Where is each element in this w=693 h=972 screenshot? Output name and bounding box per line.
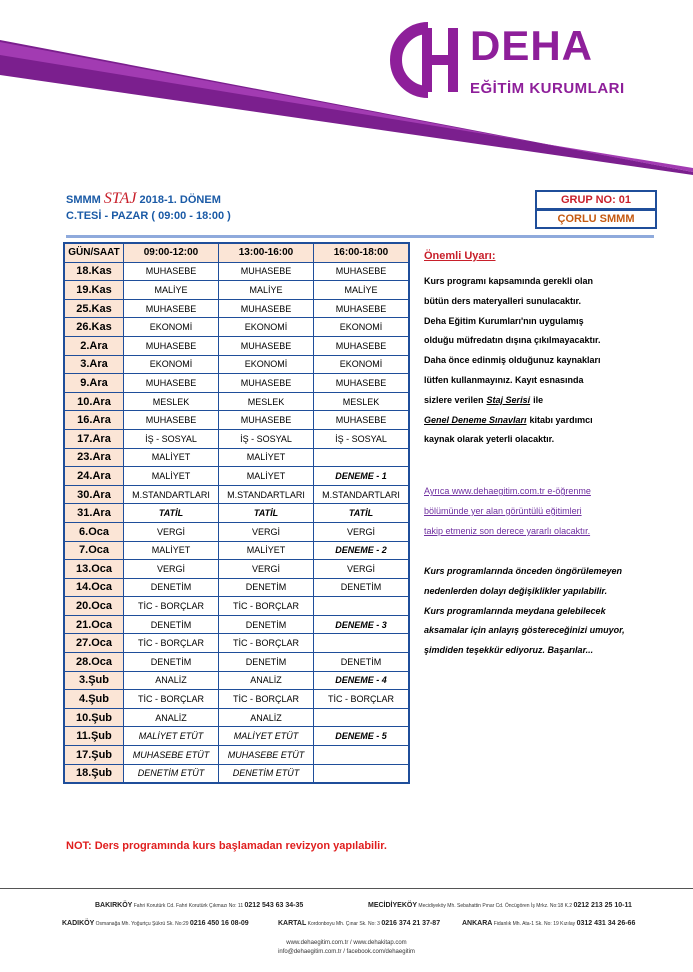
course-cell <box>314 708 410 727</box>
day-cell: 23.Ara <box>64 448 124 467</box>
course-cell: MALİYET ETÜT <box>219 727 314 746</box>
course-cell: MUHASEBE <box>314 336 410 355</box>
day-cell: 18.Kas <box>64 262 124 281</box>
table-row <box>64 541 409 560</box>
course-cell: MALİYET <box>124 541 219 560</box>
warning-text-span: Kurs programı kapsamında gerekli olan <box>424 276 594 286</box>
day-cell: 26.Kas <box>64 318 124 337</box>
staj-serisi-link[interactable]: Staj Serisi <box>486 394 531 405</box>
course-cell: MUHASEBE ETÜT <box>219 746 314 765</box>
course-cell: VERGİ <box>219 522 314 541</box>
day-cell: 3.Şub <box>64 671 124 690</box>
day-cell: 31.Ara <box>64 504 124 523</box>
course-cell: MUHASEBE <box>124 299 219 318</box>
table-row <box>64 281 409 300</box>
warning-line <box>424 355 604 365</box>
course-cell: DENETİM <box>124 578 219 597</box>
course-cell: DENEME - 5 <box>314 727 410 746</box>
table-row <box>64 615 409 634</box>
course-cell: MALİYET <box>219 448 314 467</box>
course-cell: MALİYE <box>314 281 410 300</box>
warning-text-span: sizlere verilen <box>424 394 484 405</box>
course-cell: EKONOMİ <box>124 355 219 374</box>
course-cell: TİC - BORÇLAR <box>219 634 314 653</box>
program-staj: STAJ <box>103 190 137 207</box>
header-time-slot: 09:00-12:00 <box>124 243 219 262</box>
course-cell: ANALİZ <box>219 671 314 690</box>
deha-logo-icon <box>388 22 464 98</box>
branch-phone: 0216 450 16 08-09 <box>189 920 249 927</box>
day-cell: 6.Oca <box>64 522 124 541</box>
course-cell: M.STANDARTLARI <box>219 485 314 504</box>
table-row <box>64 746 409 765</box>
course-cell: İŞ - SOSYAL <box>124 429 219 448</box>
warning-line <box>424 606 609 616</box>
header-time-slot: 16:00-18:00 <box>314 243 410 262</box>
course-cell: TİC - BORÇLAR <box>219 597 314 616</box>
course-cell: ANALİZ <box>219 708 314 727</box>
promo-link[interactable]: bölümünde yer alan görüntülü eğitimleri <box>424 506 582 516</box>
course-cell: MALİYET <box>219 467 314 486</box>
branch-phone: 0212 213 25 10-11 <box>573 902 632 909</box>
promo-link[interactable]: takip etmeniz son derece yararlı olacaktır. <box>424 526 591 536</box>
warning-text-span: Kurs programlarında önceden öngörülemeyen <box>424 566 623 576</box>
table-row <box>64 653 409 672</box>
table-row <box>64 448 409 467</box>
course-cell: İŞ - SOSYAL <box>219 429 314 448</box>
course-cell: MESLEK <box>314 392 410 411</box>
day-cell: 17.Şub <box>64 746 124 765</box>
warning-line <box>424 434 557 444</box>
warning-line <box>424 375 587 385</box>
day-cell: 21.Oca <box>64 615 124 634</box>
warning-text-span: ile <box>533 394 544 405</box>
course-cell: DENEME - 4 <box>314 671 410 690</box>
course-cell <box>314 448 410 467</box>
table-row <box>64 318 409 337</box>
day-cell: 30.Ara <box>64 485 124 504</box>
branch-address: Osmanağa Mh. Yoğurtçu Şükrü Sk. No:29 <box>95 921 189 927</box>
course-cell: TİC - BORÇLAR <box>124 690 219 709</box>
course-cell <box>314 746 410 765</box>
course-cell: VERGİ <box>314 522 410 541</box>
course-cell: DENEME - 1 <box>314 467 410 486</box>
footer-divider <box>0 888 693 889</box>
header-day-slot: GÜN/SAAT <box>64 243 124 262</box>
warning-text-span: bütün ders materyalleri sunulacaktır. <box>424 295 582 306</box>
table-row <box>64 708 409 727</box>
table-row <box>64 467 409 486</box>
day-cell: 3.Ara <box>64 355 124 374</box>
branch-name: KADIKÖY <box>62 920 95 927</box>
course-cell: EKONOMİ <box>124 318 219 337</box>
table-row <box>64 560 409 579</box>
table-row <box>64 374 409 393</box>
warning-line <box>424 625 628 635</box>
course-cell: VERGİ <box>124 522 219 541</box>
course-cell <box>314 597 410 616</box>
warning-line <box>424 335 604 345</box>
course-cell: DENEME - 2 <box>314 541 410 560</box>
branch-phone: 0216 374 21 37-87 <box>381 920 441 927</box>
table-row <box>64 671 409 690</box>
course-cell: DENETİM <box>219 653 314 672</box>
warning-text-span: nedenlerden dolayı değişiklikler yapılabilir. <box>424 585 608 596</box>
course-cell: MUHASEBE <box>219 262 314 281</box>
warning-line <box>424 415 596 425</box>
course-cell: MUHASEBE <box>124 411 219 430</box>
branch-box: ÇORLU SMMM <box>535 209 657 229</box>
warning-text-span: lütfen kullanmayınız. Kayıt esnasında <box>424 375 584 385</box>
day-cell: 16.Ara <box>64 411 124 430</box>
course-cell: DENETİM ETÜT <box>124 764 219 783</box>
table-row <box>64 411 409 430</box>
day-cell: 25.Kas <box>64 299 124 318</box>
warning-line <box>424 395 546 405</box>
course-cell: VERGİ <box>124 560 219 579</box>
warning-text-span: kaynak olarak yeterli olacaktır. <box>424 434 555 445</box>
day-cell: 28.Oca <box>64 653 124 672</box>
footer-ankara <box>462 920 635 927</box>
program-term: 2018-1. DÖNEM <box>139 194 221 206</box>
table-row <box>64 727 409 746</box>
branch-address: Fidanlık Mh. Ata-1 Sk. No: 19 Kızılay <box>493 921 576 927</box>
course-cell: MALİYE <box>219 281 314 300</box>
warning-text-span: Kurs programlarında meydana gelebilecek <box>424 605 606 616</box>
footer-social[interactable]: info@dehaegitim.com.tr / facebook.com/dehaegitim <box>278 949 415 955</box>
day-cell: 17.Ara <box>64 429 124 448</box>
branch-address: Mecidiyeköy Mh. Sebahattin Pınar Cd. Öncügören İş Mrkz. No:18 K.2 <box>418 903 573 909</box>
course-cell: DENETİM <box>124 653 219 672</box>
table-row <box>64 392 409 411</box>
course-cell: MUHASEBE <box>314 411 410 430</box>
course-cell: DENETİM <box>314 653 410 672</box>
course-cell: EKONOMİ <box>314 355 410 374</box>
day-cell: 4.Şub <box>64 690 124 709</box>
course-cell: MUHASEBE <box>124 374 219 393</box>
course-cell: TİC - BORÇLAR <box>219 690 314 709</box>
branch-phone: 0312 431 34 26-66 <box>576 920 636 927</box>
course-cell <box>314 764 410 783</box>
warning-line <box>424 486 594 496</box>
warning-line <box>424 276 596 286</box>
day-cell: 7.Oca <box>64 541 124 560</box>
schedule-table <box>63 242 410 784</box>
warning-line <box>424 526 593 536</box>
warning-text-span: kitabı yardımcı <box>529 414 593 425</box>
course-cell: MUHASEBE <box>219 336 314 355</box>
warning-line <box>424 316 587 326</box>
course-cell: MUHASEBE <box>124 262 219 281</box>
revision-note: NOT: Ders programında kurs başlamadan revizyon yapılabilir. <box>66 840 387 852</box>
course-cell: MESLEK <box>219 392 314 411</box>
day-cell: 20.Oca <box>64 597 124 616</box>
brand-name: DEHA <box>470 22 594 69</box>
course-cell: TİC - BORÇLAR <box>314 690 410 709</box>
course-cell: MALİYET <box>124 467 219 486</box>
genel-deneme-link[interactable]: Genel Deneme Sınavları <box>424 414 527 425</box>
course-cell: MUHASEBE <box>314 262 410 281</box>
day-cell: 13.Oca <box>64 560 124 579</box>
table-row <box>64 634 409 653</box>
branch-name: KARTAL <box>278 920 307 927</box>
branch-name: ANKARA <box>462 920 493 927</box>
day-cell: 11.Şub <box>64 727 124 746</box>
course-cell: DENETİM <box>124 615 219 634</box>
footer-kadikoy <box>62 920 249 927</box>
day-cell: 2.Ara <box>64 336 124 355</box>
warning-line <box>424 645 596 655</box>
day-cell: 18.Şub <box>64 764 124 783</box>
warning-line <box>424 506 585 516</box>
table-row <box>64 485 409 504</box>
table-row <box>64 299 409 318</box>
course-cell: MUHASEBE <box>219 299 314 318</box>
course-cell: EKONOMİ <box>314 318 410 337</box>
course-cell: DENETİM ETÜT <box>219 764 314 783</box>
branch-name: MECİDİYEKÖY <box>368 902 418 909</box>
footer-bakirkoy <box>95 902 303 909</box>
program-prefix: SMMM <box>66 194 101 206</box>
table-row <box>64 429 409 448</box>
course-cell: DENETİM <box>219 578 314 597</box>
footer-mecidiyekoy <box>368 902 632 909</box>
warning-line <box>424 566 625 576</box>
course-cell: TİC - BORÇLAR <box>124 597 219 616</box>
program-schedule: C.TESİ - PAZAR ( 09:00 - 18:00 ) <box>66 210 231 222</box>
warning-text-span: Daha önce edinmiş olduğunuz kaynakları <box>424 355 601 366</box>
header-divider <box>66 235 654 238</box>
course-cell: MALİYE <box>124 281 219 300</box>
course-cell: VERGİ <box>219 560 314 579</box>
course-cell: MESLEK <box>124 392 219 411</box>
course-cell: DENEME - 3 <box>314 615 410 634</box>
warning-line <box>424 586 610 596</box>
course-cell: MALİYET <box>219 541 314 560</box>
course-cell: İŞ - SOSYAL <box>314 429 410 448</box>
table-row <box>64 336 409 355</box>
course-cell: DENETİM <box>314 578 410 597</box>
program-title <box>66 190 221 208</box>
table-row <box>64 597 409 616</box>
footer-kartal <box>278 920 440 927</box>
course-cell: EKONOMİ <box>219 318 314 337</box>
warning-text-span: Deha Eğitim Kurumları'nın uygulamış <box>424 315 584 326</box>
day-cell: 10.Ara <box>64 392 124 411</box>
warning-text-span: olduğu müfredatın dışına çıkılmayacaktır. <box>424 335 601 346</box>
course-cell: MALİYET ETÜT <box>124 727 219 746</box>
warning-text-span: şimdiden teşekkür ediyoruz. Başarılar... <box>424 645 594 656</box>
day-cell: 10.Şub <box>64 708 124 727</box>
course-cell: MUHASEBE <box>219 374 314 393</box>
table-header-row <box>64 243 409 262</box>
course-cell: MALİYET <box>124 448 219 467</box>
table-row <box>64 578 409 597</box>
course-cell: TATİL <box>219 504 314 523</box>
warning-title: Önemli Uyarı: <box>424 250 496 262</box>
branch-address: Fahri Korutürk Cd. Fahri Korutürk Çıkmazı No: 11 <box>133 903 244 909</box>
table-row <box>64 504 409 523</box>
branch-name: BAKIRKÖY <box>95 902 133 909</box>
day-cell: 27.Oca <box>64 634 124 653</box>
course-cell: ANALİZ <box>124 671 219 690</box>
promo-link[interactable]: Ayrıca www.dehaegitim.com.tr e-öğrenme <box>424 486 591 496</box>
warning-text-span: aksamalar için anlayış göstereceğinizi umuyor, <box>424 625 625 636</box>
course-cell: DENETİM <box>219 615 314 634</box>
brand-subtitle: EĞİTİM KURUMLARI <box>470 80 625 97</box>
course-cell: MUHASEBE <box>314 374 410 393</box>
course-cell: MUHASEBE <box>219 411 314 430</box>
course-cell: MUHASEBE ETÜT <box>124 746 219 765</box>
table-row <box>64 764 409 783</box>
table-row <box>64 355 409 374</box>
course-cell: TİC - BORÇLAR <box>124 634 219 653</box>
course-cell: M.STANDARTLARI <box>124 485 219 504</box>
course-cell: VERGİ <box>314 560 410 579</box>
day-cell: 9.Ara <box>64 374 124 393</box>
course-cell: ANALİZ <box>124 708 219 727</box>
group-number-box: GRUP NO: 01 <box>535 190 657 210</box>
day-cell: 19.Kas <box>64 281 124 300</box>
day-cell: 24.Ara <box>64 467 124 486</box>
table-row <box>64 262 409 281</box>
branch-phone: 0212 543 63 34-35 <box>244 902 304 909</box>
header-time-slot: 13:00-16:00 <box>219 243 314 262</box>
day-cell: 14.Oca <box>64 578 124 597</box>
warning-line <box>424 296 584 306</box>
course-cell <box>314 634 410 653</box>
course-cell: EKONOMİ <box>219 355 314 374</box>
course-cell: TATİL <box>124 504 219 523</box>
branch-address: Kordonboyu Mh. Çınar Sk. No: 3 <box>307 921 380 927</box>
footer-websites[interactable]: www.dehaegitim.com.tr / www.dehakitap.com <box>286 940 407 946</box>
table-row <box>64 522 409 541</box>
course-cell: M.STANDARTLARI <box>314 485 410 504</box>
course-cell: TATİL <box>314 504 410 523</box>
course-cell: MUHASEBE <box>314 299 410 318</box>
table-row <box>64 690 409 709</box>
course-cell: MUHASEBE <box>124 336 219 355</box>
